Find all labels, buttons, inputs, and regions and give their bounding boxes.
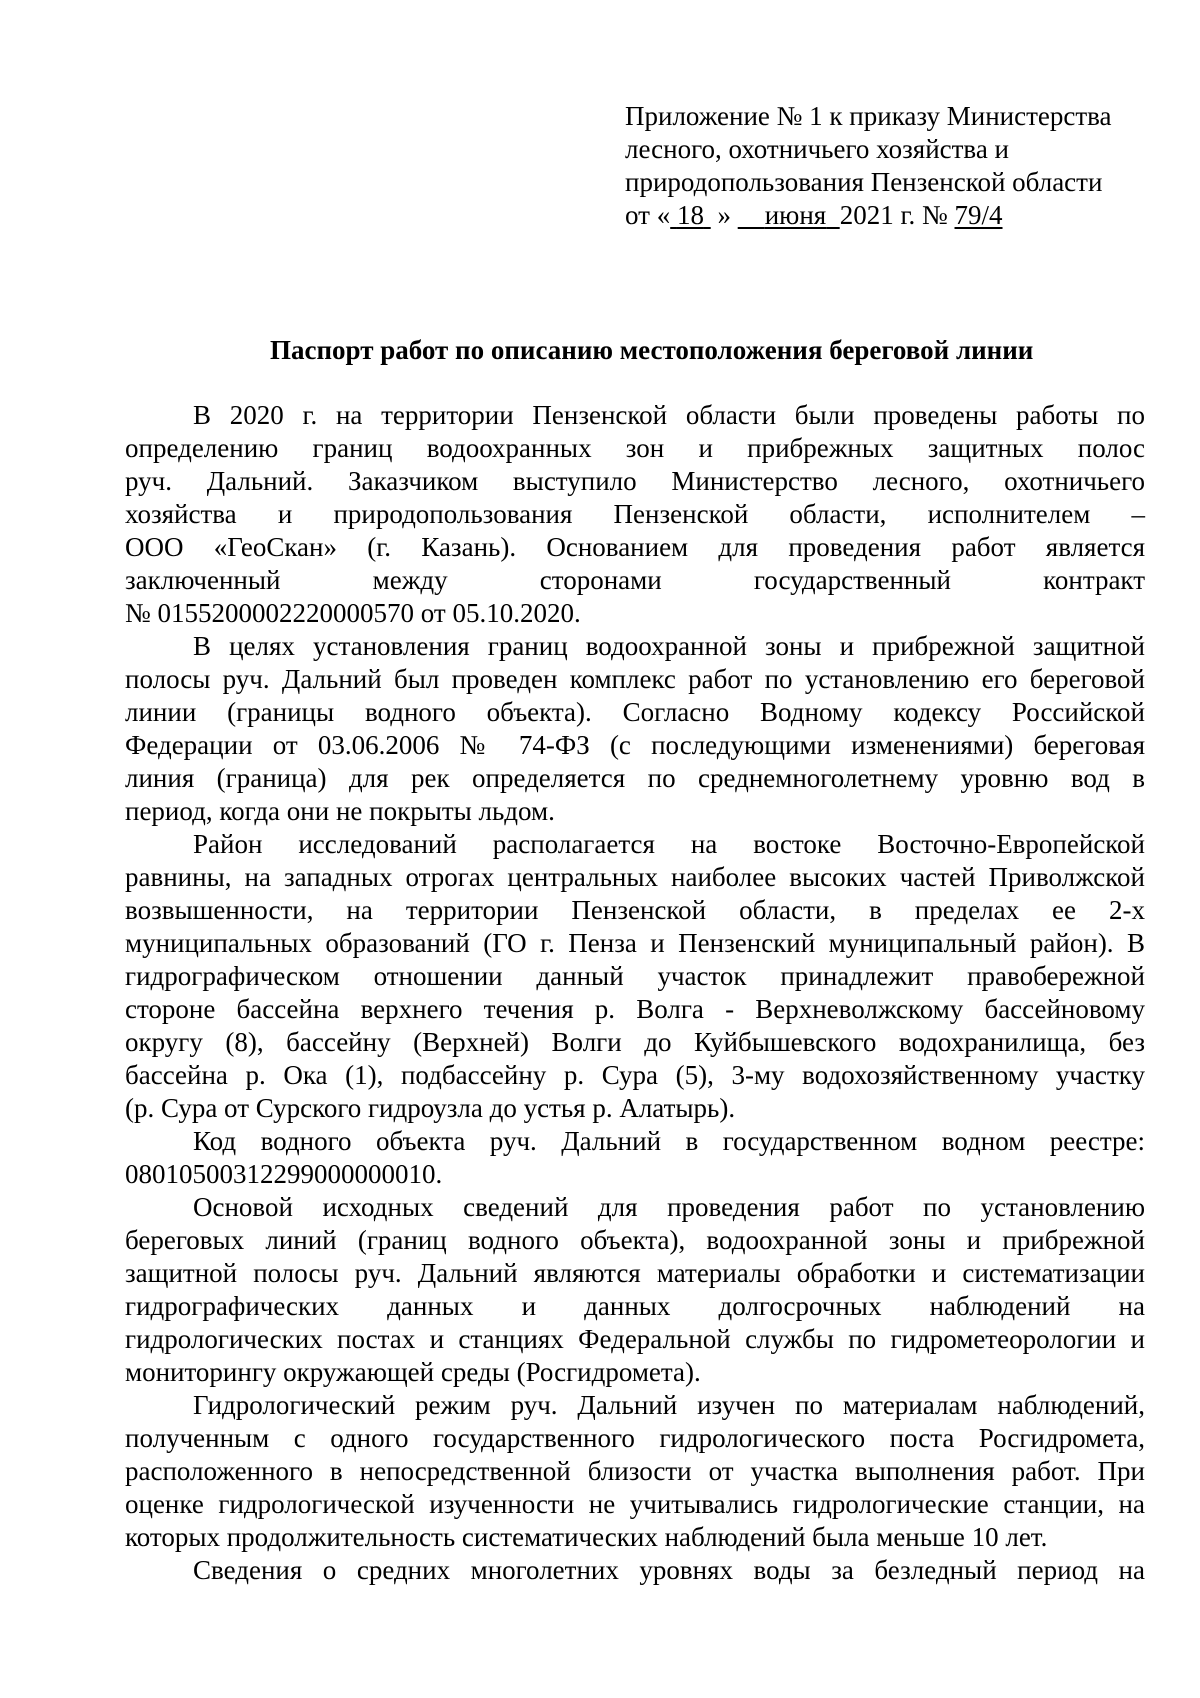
- order-number: 79/4: [954, 200, 1003, 230]
- paragraph-line: равнины, на западных отрогах центральных наиболее высоких частей Приволжской: [125, 862, 1145, 892]
- header-date-line: [625, 199, 1145, 232]
- paragraph-line: хозяйства и природопользования Пензенской области, исполнителем –: [125, 499, 1145, 529]
- paragraph-line: оценке гидрологической изученности не учитывались гидрологические станции, на: [125, 1489, 1145, 1519]
- paragraph-line: линия (граница) для рек определяется по среднемноголетнему уровню вод в: [125, 763, 1145, 793]
- paragraph: [125, 1191, 1145, 1389]
- document-title: Паспорт работ по описанию местоположения береговой линии: [270, 335, 1034, 365]
- paragraph-line: стороне бассейна верхнего течения р. Волга - Верхневолжскому бассейновому: [125, 994, 1145, 1024]
- paragraph-line: Гидрологический режим руч. Дальний изучен по материалам наблюдений,: [193, 1390, 1145, 1420]
- paragraph-line: Сведения о средних многолетних уровнях воды за безледный период на: [193, 1555, 1145, 1585]
- appendix-header: [625, 100, 1145, 232]
- date-year: 2021 г. №: [839, 200, 948, 230]
- paragraph-line: которых продолжительность систематических наблюдений была меньше 10 лет.: [125, 1522, 1048, 1552]
- paragraph-line: полученным с одного государственного гидрологического поста Росгидромета,: [125, 1423, 1145, 1453]
- header-line-3: природопользования Пензенской области: [625, 167, 1103, 197]
- paragraph-line: линии (границы водного объекта). Согласно Водному кодексу Российской: [125, 697, 1145, 727]
- paragraph-line: бассейна р. Ока (1), подбассейну р. Сура (5), 3-му водохозяйственному участку: [125, 1060, 1145, 1090]
- paragraph-line: руч. Дальний. Заказчиком выступило Министерство лесного, охотничьего: [125, 466, 1145, 496]
- paragraph-line: В целях установления границ водоохранной зоны и прибрежной защитной: [193, 631, 1145, 661]
- paragraph-line: муниципальных образований (ГО г. Пенза и Пензенский муниципальный район). В: [125, 928, 1145, 958]
- paragraph-line: округу (8), бассейну (Верхней) Волги до Куйбышевского водохранилища, без: [125, 1027, 1145, 1057]
- paragraph-line: гидрографических данных и данных долгосрочных наблюдений на: [125, 1291, 1145, 1321]
- paragraph-line: гидрографическом отношении данный участок принадлежит правобережной: [125, 961, 1145, 991]
- paragraph-line: гидрологических постах и станциях Федеральной службы по гидрометеорологии и: [125, 1324, 1145, 1354]
- paragraph-line: возвышенности, на территории Пензенской области, в пределах ее 2-х: [125, 895, 1145, 925]
- paragraph-line: заключенный между сторонами государственный контракт: [125, 565, 1145, 595]
- date-day: 18: [676, 200, 704, 230]
- paragraph-line: определению границ водоохранных зон и прибрежных защитных полос: [125, 433, 1145, 463]
- header-line-1: Приложение № 1 к приказу Министерства: [625, 101, 1112, 131]
- date-prefix: от «: [625, 200, 671, 230]
- document-body: [125, 399, 1145, 1587]
- paragraph: [125, 630, 1145, 828]
- paragraph: [125, 828, 1145, 1125]
- paragraph-line: Федерации от 03.06.2006 № 74-ФЗ (с последующими изменениями) береговая: [125, 730, 1145, 760]
- paragraph: [125, 1389, 1145, 1554]
- paragraph: [125, 1554, 1145, 1587]
- paragraph-line: № 0155200002220000570 от 05.10.2020.: [125, 598, 581, 628]
- paragraph-line: ООО «ГеоСкан» (г. Казань). Основанием для проведения работ является: [125, 532, 1145, 562]
- paragraph-line: В 2020 г. на территории Пензенской области были проведены работы по: [193, 400, 1145, 430]
- paragraph-line: Основой исходных сведений для проведения работ по установлению: [193, 1192, 1145, 1222]
- paragraph-line: (р. Сура от Сурского гидроузла до устья р. Алатырь).: [125, 1093, 736, 1123]
- paragraph-line: Код водного объекта руч. Дальний в государственном водном реестре:: [193, 1126, 1145, 1156]
- date-mid: »: [717, 200, 731, 230]
- paragraph-line: период, когда они не покрыты льдом.: [125, 796, 555, 826]
- paragraph-line: Район исследований располагается на востоке Восточно-Европейской: [193, 829, 1145, 859]
- paragraph-line: защитной полосы руч. Дальний являются материалы обработки и систематизации: [125, 1258, 1145, 1288]
- paragraph: [125, 1125, 1145, 1191]
- paragraph-line: мониторингу окружающей среды (Росгидромета).: [125, 1357, 701, 1387]
- paragraph-line: полосы руч. Дальний был проведен комплекс работ по установлению его береговой: [125, 664, 1145, 694]
- paragraph-line: береговых линий (границ водного объекта), водоохранной зоны и прибрежной: [125, 1225, 1145, 1255]
- paragraph: [125, 399, 1145, 630]
- paragraph-line: расположенного в непосредственной близости от участка выполнения работ. При: [125, 1456, 1145, 1486]
- date-month: июня: [764, 200, 827, 230]
- header-line-2: лесного, охотничьего хозяйства и: [625, 134, 1009, 164]
- paragraph-line: 08010500312299000000010.: [125, 1159, 443, 1189]
